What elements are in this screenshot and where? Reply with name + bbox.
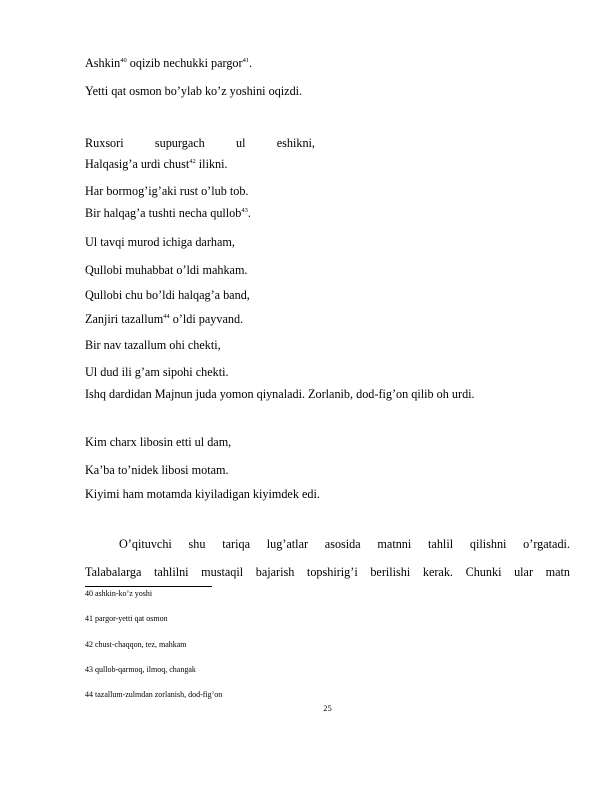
- verse-line-2: Yetti qat osmon bo’ylab ko’z yoshini oqizdi.: [85, 84, 303, 98]
- footnote-ref-43: 43: [241, 207, 248, 214]
- verse-line-1: [85, 56, 252, 70]
- prose-line-13: Ishq dardidan Majnun juda yomon qiynaladi. Zorlanib, dod-fig’on qilib oh urdi.: [85, 387, 475, 401]
- footnote-44: 44 tazallum-zulmdan zorlanish, dod-fig’on: [85, 690, 223, 699]
- verse-line-15: Ka’ba to’nidek libosi motam.: [85, 463, 229, 477]
- footnote-42: 42 chust-chaqqon, tez, mahkam: [85, 640, 187, 649]
- verse-line-9: Qullobi chu bo’ldi halqag’a band,: [85, 288, 250, 302]
- verse-word: supurgach: [154, 136, 205, 150]
- verse-text: Ashkin: [85, 56, 121, 70]
- verse-word: Ruxsori: [85, 136, 124, 150]
- paragraph-line-1: O’qituvchi shu tariqa lug’atlar asosida matnni tahlil qilishni o’rgatadi.: [119, 537, 570, 551]
- verse-line-4: [85, 157, 228, 171]
- verse-text: oqizib nechukki pargor: [126, 56, 243, 70]
- verse-line-10: [85, 312, 243, 326]
- footnote-ref-42: 42: [189, 158, 196, 165]
- verse-line-6: [85, 206, 251, 220]
- verse-text: .: [247, 206, 251, 220]
- verse-line-8: Qullobi muhabbat o’ldi mahkam.: [85, 263, 248, 277]
- verse-line-12: Ul dud ili g’am sipohi chekti.: [85, 365, 229, 379]
- verse-text: Halqasig’a urdi chust: [85, 157, 190, 171]
- prose-line-16: Kiyimi ham motamda kiyiladigan kiyimdek edi.: [85, 487, 320, 501]
- verse-line-7: Ul tavqi murod ichiga darham,: [85, 235, 235, 249]
- footnote-separator: [85, 586, 212, 587]
- paragraph-line-2: Talabalarga tahlilni mustaqil bajarish topshirig’i berilishi kerak. Chunki ular matn: [85, 565, 570, 579]
- verse-text: o’ldi payvand.: [169, 312, 244, 326]
- verse-line-5: Har bormog’ig’aki rust o’lub tob.: [85, 184, 249, 198]
- footnote-ref-44: 44: [163, 313, 170, 320]
- verse-line-3: [85, 136, 315, 150]
- verse-text: Bir halqag’a tushti necha qullob: [85, 206, 242, 220]
- verse-text: Zanjiri tazallum: [85, 312, 164, 326]
- verse-word: eshikni,: [276, 136, 315, 150]
- footnote-ref-41: 41: [242, 57, 250, 64]
- page-number: 25: [323, 703, 332, 713]
- verse-line-14: Kim charx libosin etti ul dam,: [85, 435, 232, 449]
- footnote-41: 41 pargor-yetti qat osmon: [85, 614, 168, 623]
- footnote-40: 40 ashkin-ko’z yoshi: [85, 589, 153, 598]
- verse-line-11: Bir nav tazallum ohi chekti,: [85, 338, 221, 352]
- verse-word: ul: [235, 136, 246, 150]
- verse-text: .: [249, 56, 253, 70]
- footnote-43: 43 qullob-qarmoq, ilmoq, changak: [85, 665, 196, 674]
- footnote-ref-40: 40: [120, 57, 127, 64]
- verse-text: ilikni.: [195, 157, 228, 171]
